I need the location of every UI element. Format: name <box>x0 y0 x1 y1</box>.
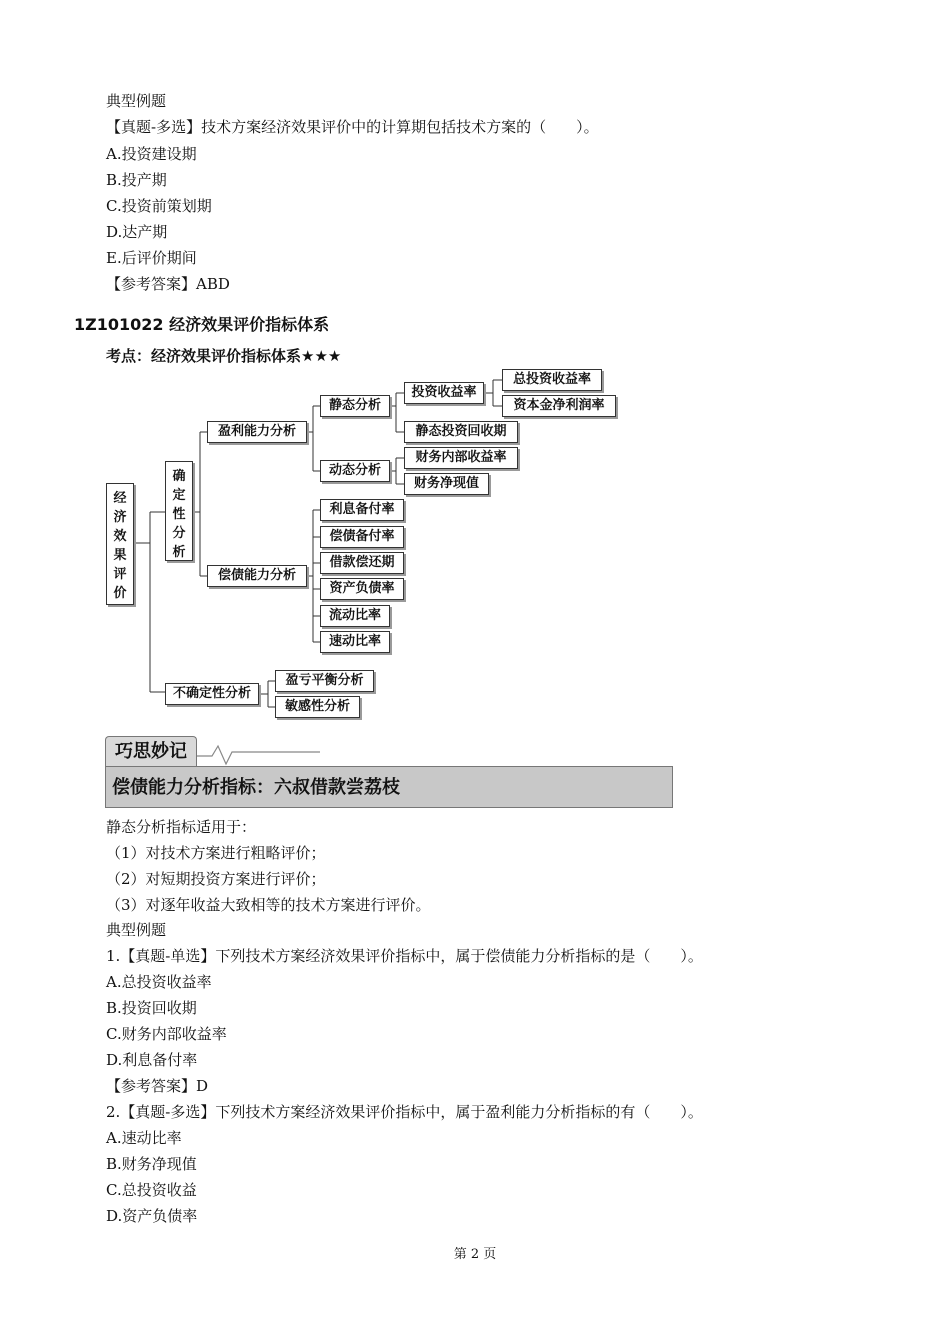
q1-option-d: D.利息备付率 <box>106 1051 198 1069</box>
tip-text: 偿债能力分析指标：六叔借款尝荔枝 <box>105 766 673 808</box>
solvency-item-debt-ratio: 资产负债率 <box>320 578 404 600</box>
roe-box: 资本金净利润率 <box>502 395 616 417</box>
option-d: D.达产期 <box>106 223 168 241</box>
page-number: 第 2 页 <box>453 1247 497 1262</box>
q1-answer: 【参考答案】D <box>106 1077 209 1095</box>
question-text: 【真题-多选】技术方案经济效果评价中的计算期包括技术方案的（ ）。 <box>106 118 599 136</box>
solvency-item-debt-service-coverage: 偿债备付率 <box>320 526 404 548</box>
q1-option-c: C.财务内部收益率 <box>106 1025 227 1043</box>
q2-option-d: D.资产负债率 <box>106 1207 198 1225</box>
static-note-item: （3）对逐年收益大致相等的技术方案进行评价。 <box>106 896 431 914</box>
solvency-analysis-box: 偿债能力分析 <box>207 565 307 587</box>
option-b: B.投产期 <box>106 171 167 189</box>
q2-option-b: B.财务净现值 <box>106 1155 197 1173</box>
sensitivity-analysis-box: 敏感性分析 <box>275 696 360 718</box>
key-point-title: 考点：经济效果评价指标体系★★★ <box>106 347 342 365</box>
solvency-item-repayment-period: 借款偿还期 <box>320 552 404 574</box>
deterministic-analysis-box: 确 定 性 分 析 <box>165 461 193 561</box>
static-analysis-box: 静态分析 <box>320 395 390 417</box>
total-roi-box: 总投资收益率 <box>502 369 602 391</box>
tip-tab: 巧思妙记 <box>105 736 197 766</box>
uncertainty-analysis-box: 不确定性分析 <box>165 683 259 705</box>
q1-option-a: A.总投资收益率 <box>106 973 212 991</box>
example-label: 典型例题 <box>106 921 167 939</box>
example-label: 典型例题 <box>106 92 167 110</box>
question-1-text: 1.【真题-单选】下列技术方案经济效果评价指标中，属于偿债能力分析指标的是（ ）。 <box>106 947 703 965</box>
solvency-item-current-ratio: 流动比率 <box>320 605 390 627</box>
question-2-text: 2.【真题-多选】下列技术方案经济效果评价指标中，属于盈利能力分析指标的有（ ）。 <box>106 1103 703 1121</box>
section-title: 1Z101022 经济效果评价指标体系 <box>74 315 330 334</box>
q2-option-c: C.总投资收益 <box>106 1181 197 1199</box>
q2-option-a: A.速动比率 <box>106 1129 182 1147</box>
solvency-item-quick-ratio: 速动比率 <box>320 631 390 653</box>
breakeven-analysis-box: 盈亏平衡分析 <box>275 670 374 692</box>
static-note-item: （2）对短期投资方案进行评价； <box>106 870 326 888</box>
static-payback-box: 静态投资回收期 <box>404 421 518 443</box>
answer-text: 【参考答案】ABD <box>106 275 230 293</box>
firr-box: 财务内部收益率 <box>404 447 518 469</box>
static-note-item: （1）对技术方案进行粗略评价； <box>106 844 326 862</box>
q1-option-b: B.投资回收期 <box>106 999 197 1017</box>
root-economic-evaluation-box: 经 济 效 果 评 价 <box>106 483 134 605</box>
fnpv-box: 财务净现值 <box>404 473 489 495</box>
profitability-analysis-box: 盈利能力分析 <box>207 421 307 443</box>
roi-box: 投资收益率 <box>404 382 484 404</box>
dynamic-analysis-box: 动态分析 <box>320 460 390 482</box>
option-c: C.投资前策划期 <box>106 197 212 215</box>
solvency-item-interest-coverage: 利息备付率 <box>320 499 404 521</box>
option-e: E.后评价期间 <box>106 249 197 267</box>
static-notes-intro: 静态分析指标适用于： <box>106 818 257 836</box>
option-a: A.投资建设期 <box>106 145 197 163</box>
